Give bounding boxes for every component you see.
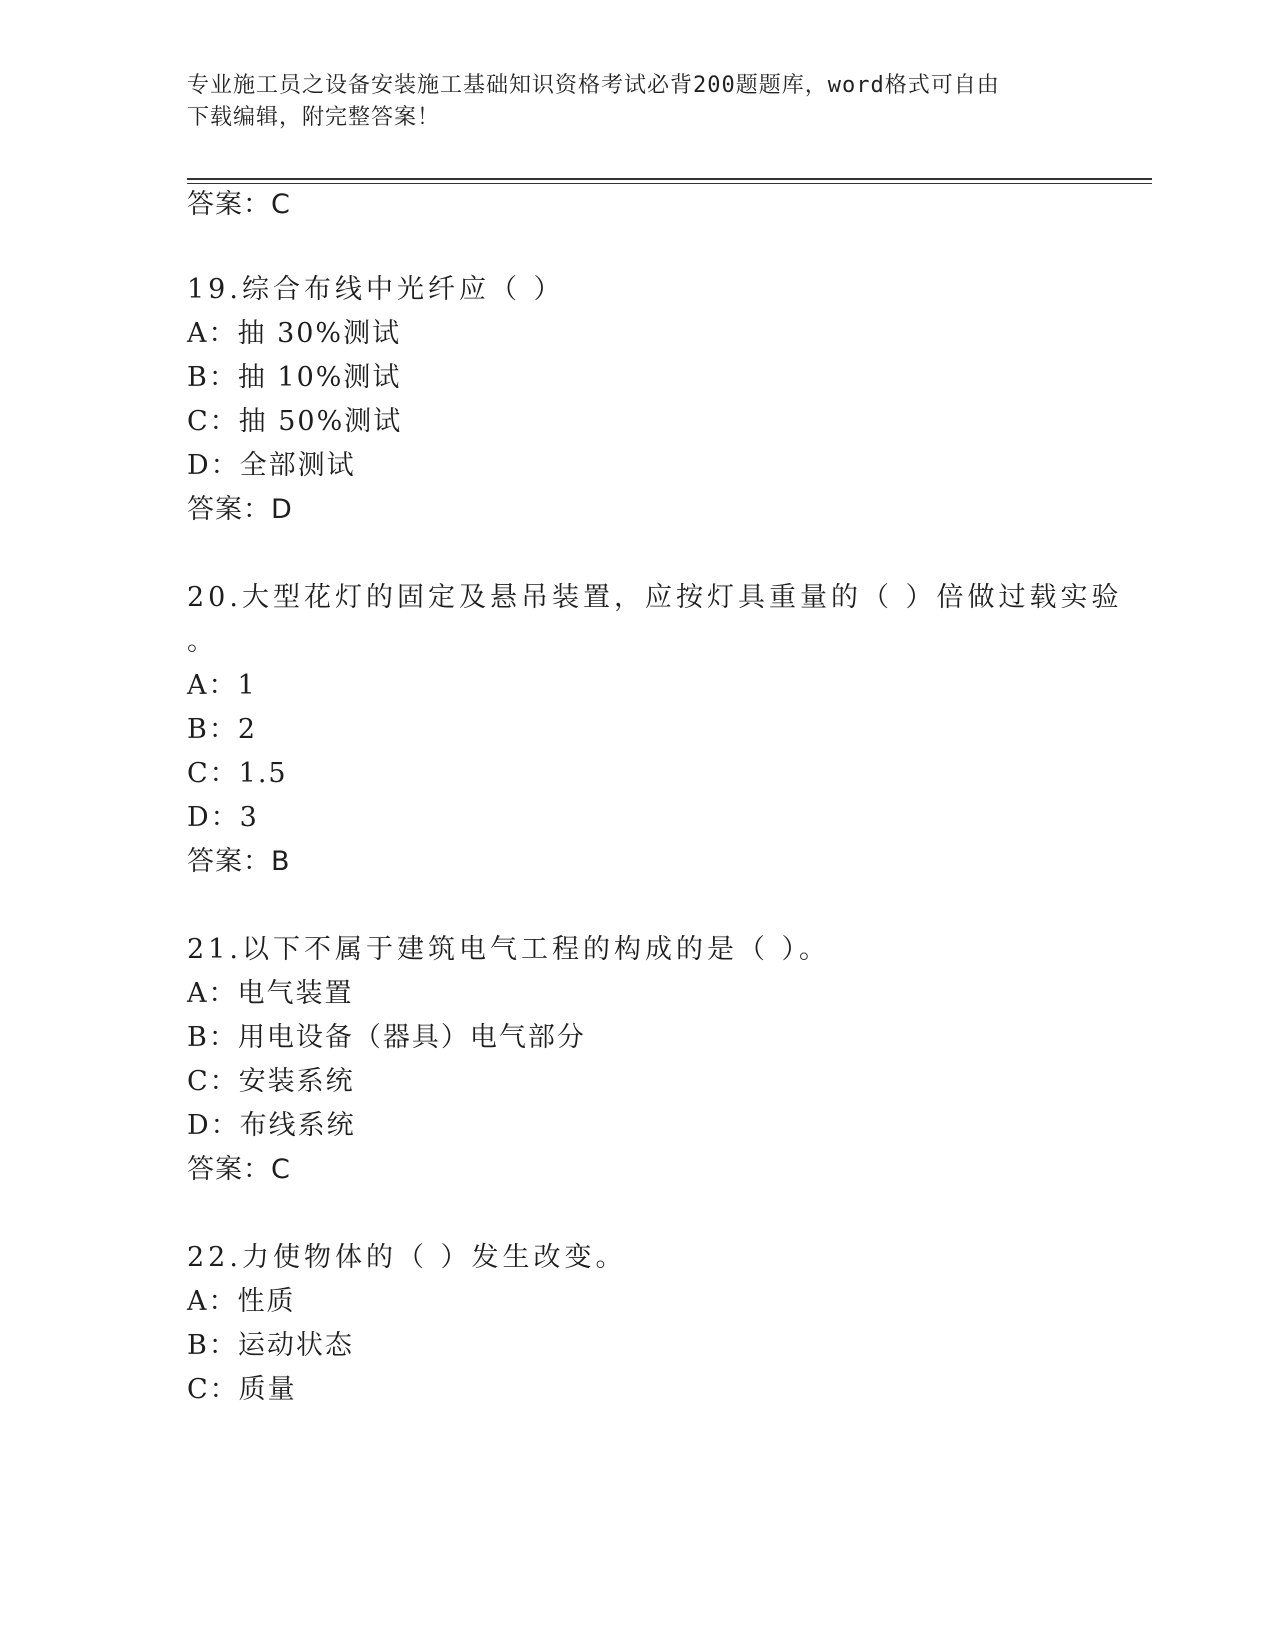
question-19-option-b: B：抽 10%测试: [187, 362, 402, 393]
question-19-option-d: D：全部测试: [187, 450, 356, 481]
header-divider: [187, 178, 1152, 180]
question-21-option-c: C：安装系统: [187, 1066, 355, 1097]
question-21-option-b: B：用电设备（器具）电气部分: [187, 1022, 586, 1053]
question-20-option-b: B：2: [187, 714, 258, 745]
question-20-option-a: A：1: [187, 670, 257, 701]
question-21-answer: 答案：C: [187, 1154, 291, 1185]
question-22-option-b: B：运动状态: [187, 1330, 354, 1361]
header-line-1: 专业施工员之设备安装施工基础知识资格考试必背200题题库，word格式可自由: [187, 73, 1000, 98]
question-20-answer: 答案：B: [187, 846, 291, 877]
question-21-stem: 21.以下不属于建筑电气工程的构成的是（ ）。: [187, 934, 831, 965]
header-line-2: 下载编辑，附完整答案！: [187, 105, 441, 130]
question-19-option-c: C：抽 50%测试: [187, 406, 403, 437]
previous-answer: 答案：C: [187, 189, 291, 220]
question-22-stem: 22.力使物体的（ ）发生改变。: [187, 1242, 627, 1273]
question-20-stem: 20.大型花灯的固定及悬吊装置，应按灯具重量的（ ）倍做过载实验: [187, 582, 1123, 613]
question-20-option-c: C：1.5: [187, 758, 288, 789]
question-22-option-c: C：质量: [187, 1374, 297, 1405]
question-19-stem: 19.综合布线中光纤应（ ）: [187, 274, 565, 305]
question-21-option-a: A：电气装置: [187, 978, 354, 1009]
question-20-option-d: D：3: [187, 802, 259, 833]
question-20-stem-continued: 。: [187, 626, 216, 657]
question-21-option-d: D：布线系统: [187, 1110, 356, 1141]
document-header: [187, 70, 1067, 134]
question-22-option-a: A：性质: [187, 1286, 296, 1317]
question-19-option-a: A：抽 30%测试: [187, 318, 402, 349]
question-19-answer: 答案：D: [187, 494, 293, 525]
header-divider-thin: [187, 183, 1152, 184]
